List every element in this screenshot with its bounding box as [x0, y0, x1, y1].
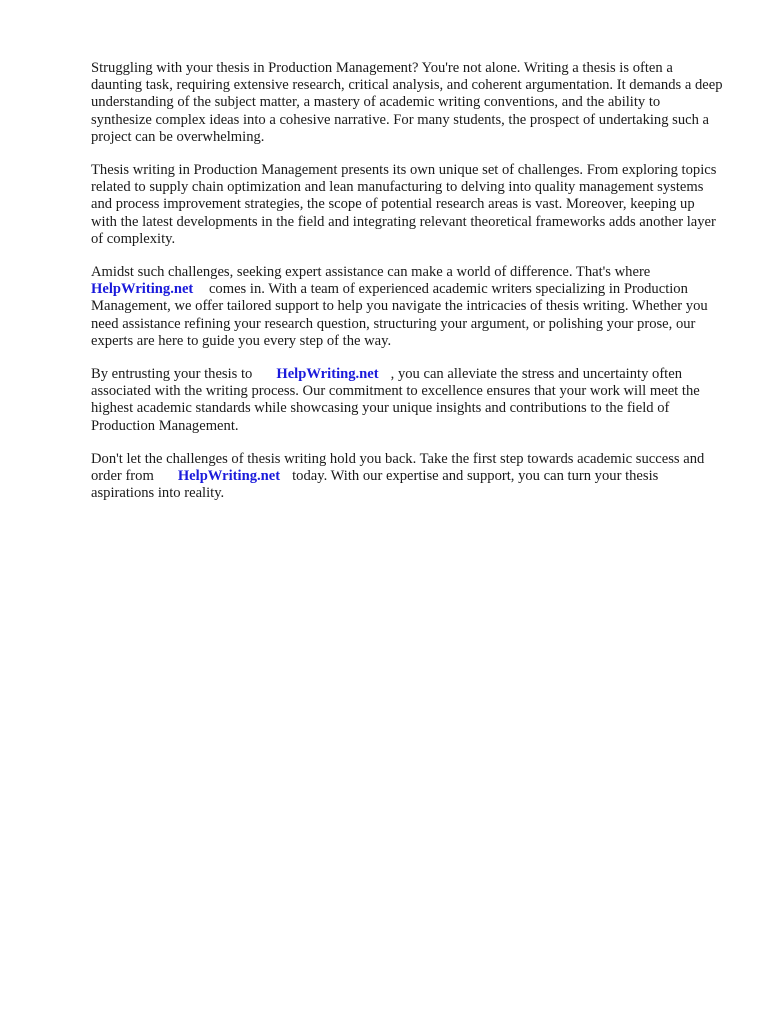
paragraph-entrust-rest: , you can alleviate the stress and uncertainty often associated with the writing process. Our commitment to excellence ensures that your work will meet the highest academic standards while showcasing your unique insights and contributions to the field of Production Management. [91, 366, 700, 434]
paragraph-intro: Struggling with your thesis in Production Management? You're not alone. Writing a thesis is often a daunting task, requiring extensive research, critical analysis, and coherent argumentation. It demands a deep understanding of the subject matter, a mastery of academic writing conventions, and the ability to synthesize complex ideas into a cohesive narrative. For many students, the prospect of undertaking such a project can be overwhelming. [91, 60, 723, 145]
paragraph-closing-rest: today. With our expertise and support, you can turn your thesis aspirations into reality. [91, 468, 659, 502]
paragraph-entrust-lead: By entrusting your thesis to [91, 366, 253, 383]
paragraph-assistance [91, 264, 723, 350]
paragraph-closing [91, 451, 723, 503]
paragraph-closing-lead: Don't let the challenges of thesis writing hold you back. Take the first step towards academic success and order from [91, 450, 705, 485]
paragraph-challenges: Thesis writing in Production Management presents its own unique set of challenges. From exploring topics related to supply chain optimization and lean manufacturing to delving into quality management systems and process improvement strategies, the scope of potential research areas is vast. Moreover, keeping up with the latest developments in the field and integrating relevant theoretical frameworks adds another layer of complexity. [91, 162, 717, 247]
helpwriting-link[interactable]: HelpWriting.net [91, 281, 194, 298]
helpwriting-link[interactable]: HelpWriting.net [276, 366, 379, 383]
paragraph-entrust [91, 366, 723, 435]
document-body [91, 60, 723, 518]
paragraph-assistance-lead: Amidst such challenges, seeking expert assistance can make a world of difference. That's where [91, 264, 651, 281]
paragraph-assistance-rest: comes in. With a team of experienced academic writers specializing in Production Management, we offer tailored support to help you navigate the intricacies of thesis writing. Whether you need assistance refining your research question, structuring your argument, or polishing your prose, our experts are here to guide you every step of the way. [91, 281, 708, 349]
helpwriting-link[interactable]: HelpWriting.net [177, 468, 281, 485]
